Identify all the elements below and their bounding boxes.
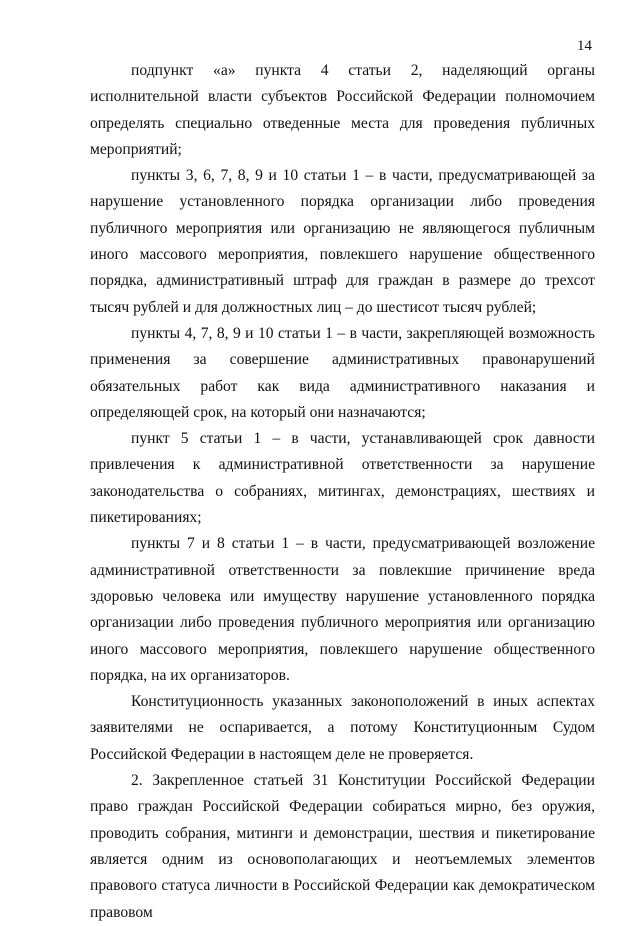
- paragraph-subpoint-a: подпункт «а» пункта 4 статьи 2, наделяющий органы исполнительной власти субъектов Российской Федерации полномочием определять специально отведенные места для проведения публичных мероприятий;: [90, 62, 595, 158]
- paragraph-limitation-period: пункт 5 статьи 1 – в части, устанавливающей срок давности привлечения к административной ответственности за нарушение законодательства о собраниях, митингах, демонстрациях, шествиях и пикетированиях;: [90, 430, 595, 527]
- paragraph-organizer-liability: пункты 7 и 8 статьи 1 – в части, предусматривающей возложение административной ответственности за повлекшие причинение вреда здоровью человека или имуществу нарушение установленного порядка организации либо проведения публичного мероприятия или организацию иного массового мероприятия, повлекшего нарушение общественного порядка, на их организаторов.: [90, 535, 595, 684]
- paragraph-article-31: 2. Закрепленное статьей 31 Конституции Российской Федерации право граждан Российской Федерации собираться мирно, без оружия, проводить собрания, митинги и демонстрации, шествия и пикетирование является одним из основополагающих и неотъемлемых элементов правового статуса личности в Российской Федерации как демократическом правовом: [90, 772, 595, 921]
- body-text: [90, 58, 595, 926]
- paragraph-constitutionality: Конституционность указанных законоположений в иных аспектах заявителями не оспаривается, а потому Конституционным Судом Российской Федерации в настоящем деле не проверяется.: [90, 693, 595, 763]
- paragraph-fines: пункты 3, 6, 7, 8, 9 и 10 статьи 1 – в части, предусматривающей за нарушение установленного порядка организации либо проведения публичного мероприятия или организацию не являющегося публичным иного массового мероприятия, повлекшего нарушение общественного порядка, административный штраф для граждан в размере до трехсот тысяч рублей и для должностных лиц – до шестисот тысяч рублей;: [90, 167, 595, 316]
- page-number: 14: [577, 38, 592, 54]
- paragraph-compulsory-works: пункты 4, 7, 8, 9 и 10 статьи 1 – в части, закрепляющей возможность применения за совершение административных правонарушений обязательных работ как вида административного наказания и определяющей срок, на который они назначаются;: [90, 324, 595, 421]
